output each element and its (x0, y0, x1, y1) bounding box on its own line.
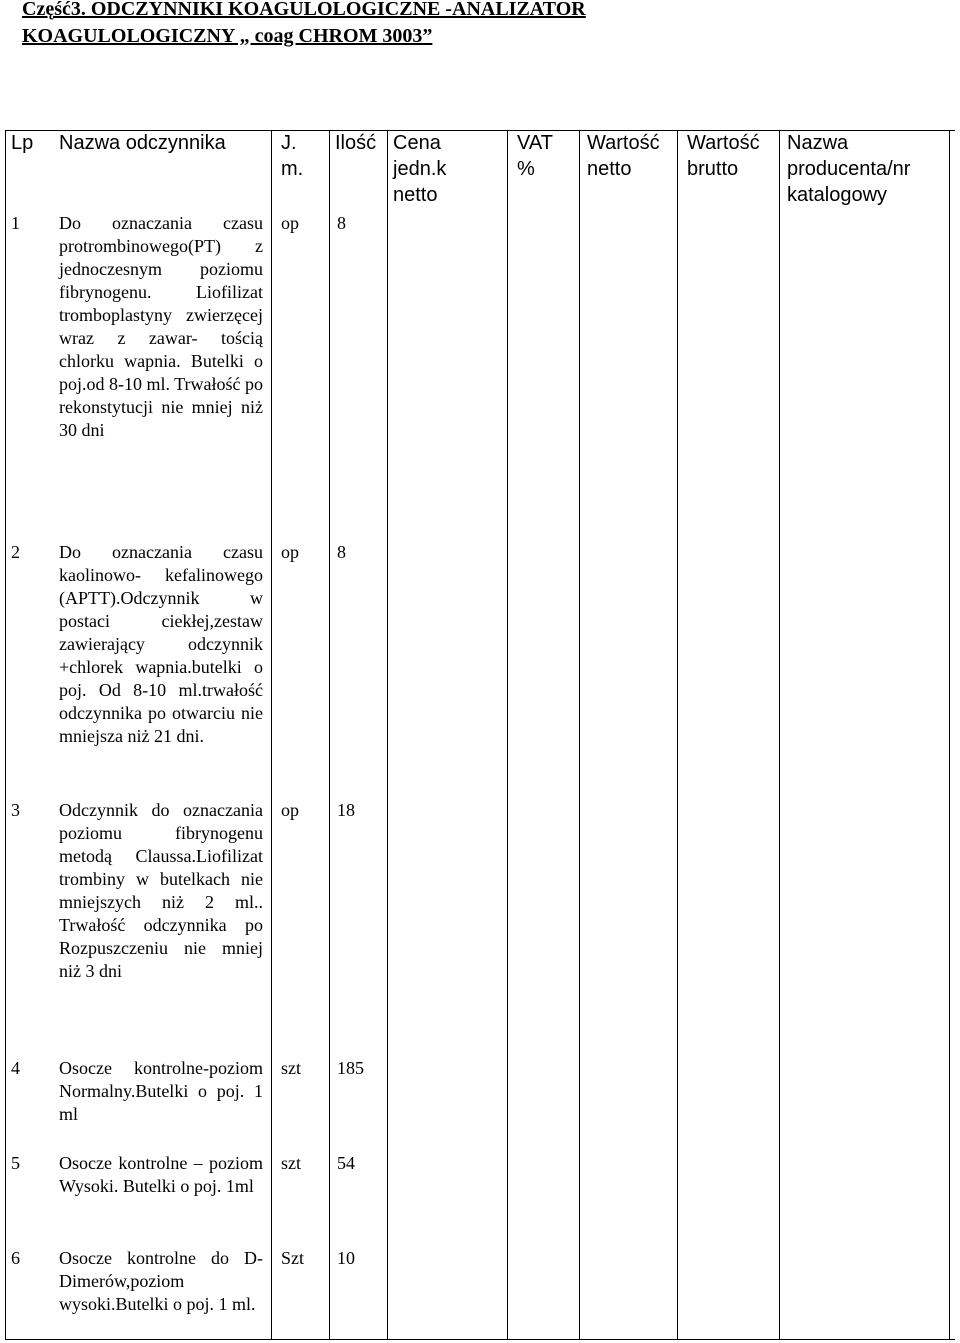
row-2-name: Do oznaczania czasu kaolinowo- kefalinowego (APTT).Odczynnik w postaci ciekłej,zestaw zawierający odczynnik +chlorek wapnia.butelki o poj. Od 8-10 ml.trwałość odczynnika po otwarciu nie mniejsza niż 21 dni. (59, 542, 263, 746)
row-6-name: Osocze kontrolne do D-Dimerów,poziom wysoki.Butelki o poj. 1 ml. (59, 1248, 263, 1314)
table-border-bottom (5, 1339, 955, 1340)
row-5-unit: szt (281, 1153, 301, 1173)
row-4-unit: szt (281, 1058, 301, 1078)
row-6-lp: 6 (11, 1248, 20, 1268)
col-divider (329, 130, 330, 1340)
row-1-name: Do oznaczania czasu protrombinowego(PT) z jednoczesnym poziomu fibrynogenu. Liofilizat tromboplastyny zwierzęcej wraz z zawar- tością chlorku wapnia. Butelki o poj.od 8-10 ml. Trwałość po rekonstytucji nie mniej niż 30 dni (59, 213, 264, 440)
header-name: Nazwa odczynnika (59, 132, 226, 154)
row-6-qty: 10 (337, 1248, 355, 1268)
row-3-name: Odczynnik do oznaczania poziomu fibrynogenu metodą Claussa.Liofilizat trombiny w butelkach nie mniejszych niż 2 ml.. Trwałość odczynnika po Rozpuszczeniu nie mniej niż 3 dni (59, 800, 263, 981)
row-6-unit: Szt (281, 1248, 305, 1268)
row-1-lp: 1 (11, 213, 20, 233)
col-divider (507, 130, 508, 1340)
header-qty: Ilość (335, 132, 377, 154)
header-net-value: Wartość netto (587, 132, 660, 180)
header-unit: J. m. (281, 132, 304, 180)
row-4-lp: 4 (11, 1058, 20, 1078)
row-5-lp: 5 (11, 1153, 20, 1173)
col-divider (271, 130, 272, 1340)
col-divider (387, 130, 388, 1340)
header-producer: Nazwa producenta/nr katalogowy (787, 132, 911, 206)
row-5-qty: 54 (337, 1153, 355, 1173)
row-3-qty: 18 (337, 800, 355, 820)
row-2-unit: op (281, 542, 299, 562)
header-unit-price: Cena jedn.k netto (393, 132, 447, 206)
row-3-unit: op (281, 800, 299, 820)
row-1-qty: 8 (337, 213, 346, 233)
row-1-unit: op (281, 213, 299, 233)
header-gross-value: Wartość brutto (687, 132, 760, 180)
title-line-1: Część3. ODCZYNNIKI KOAGULOLOGICZNE -ANALIZATOR (22, 0, 586, 20)
row-2-lp: 2 (11, 542, 20, 562)
col-divider (579, 130, 580, 1340)
row-3-lp: 3 (11, 800, 20, 820)
document-title (22, 0, 942, 50)
header-lp: Lp (11, 132, 34, 154)
table-border-right (949, 130, 950, 1340)
header-vat: VAT % (517, 132, 553, 180)
row-5-name: Osocze kontrolne – poziom Wysoki. Butelki o poj. 1ml (59, 1153, 263, 1196)
title-line-2: KOAGULOLOGICZNY „ coag CHROM 3003” (22, 25, 433, 47)
col-divider (677, 130, 678, 1340)
row-4-name: Osocze kontrolne-poziom Normalny.Butelki o poj. 1 ml (59, 1058, 263, 1124)
price-table (5, 130, 955, 1340)
row-4-qty: 185 (337, 1058, 364, 1078)
table-border-left (5, 130, 6, 1340)
row-2-qty: 8 (337, 542, 346, 562)
col-divider (779, 130, 780, 1340)
